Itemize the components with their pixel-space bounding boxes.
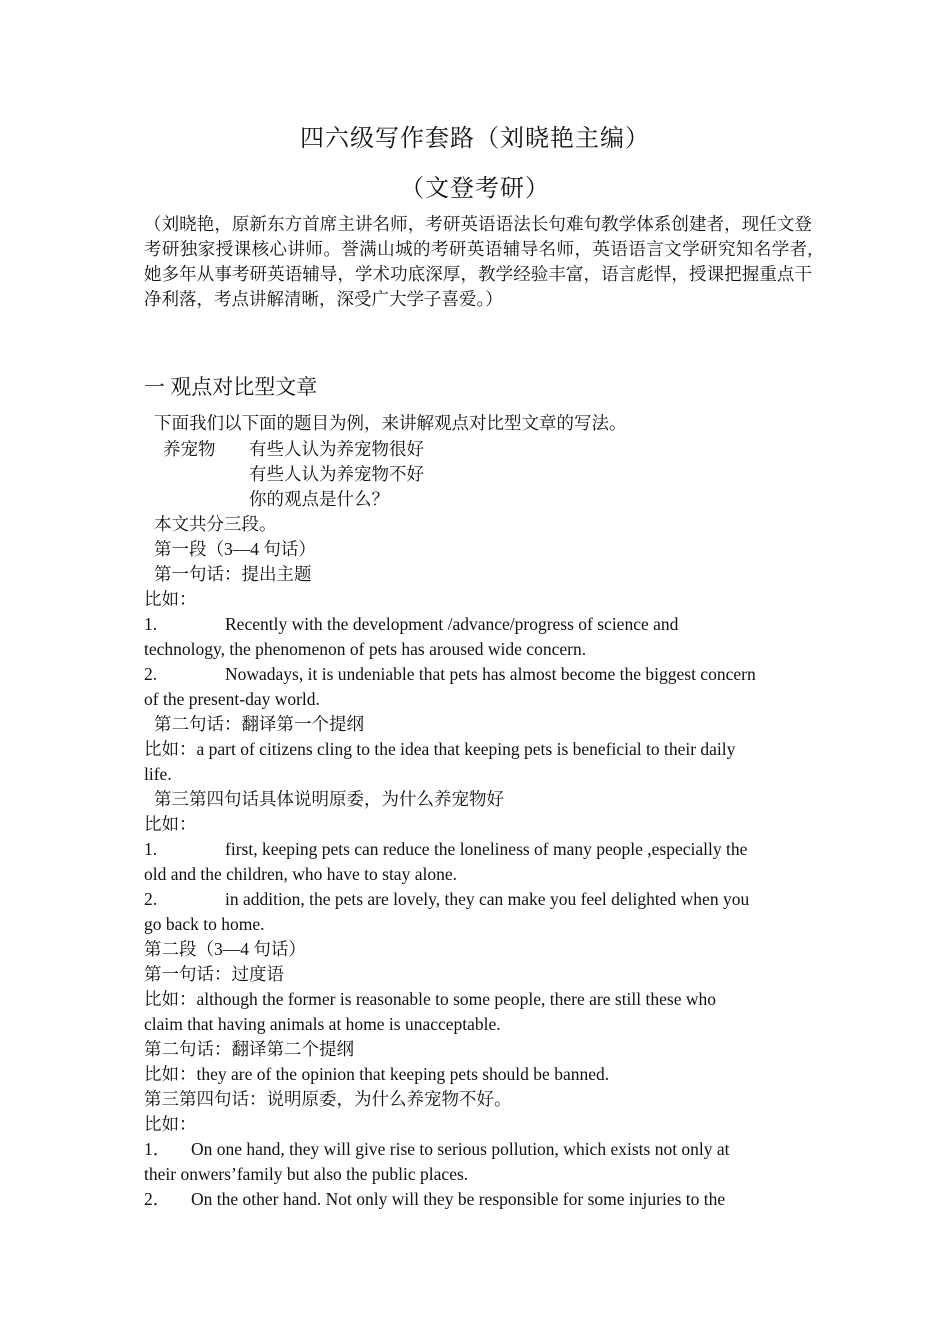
topic-line: 有些人认为养宠物很好 <box>249 439 424 459</box>
sentence-heading: 第一句话：过度语 <box>144 964 284 984</box>
paragraph-heading: 第二段（3—4 句话） <box>144 939 306 959</box>
example-line: their onwers’family but also the public places. <box>144 1164 469 1184</box>
list-number: 2． <box>144 1189 171 1209</box>
example-line: 比如：although the former is reasonable to some people, there are still these who <box>144 989 716 1009</box>
example-label: 比如： <box>144 1114 197 1134</box>
topic-label: 养宠物 <box>163 439 216 459</box>
list-number: 2. <box>144 889 158 909</box>
sentence-heading: 第二句话：翻译第一个提纲 <box>154 714 364 734</box>
list-number: 1. <box>144 614 158 634</box>
document-subtitle: （文登考研） <box>400 176 550 202</box>
document-title: 四六级写作套路（刘晓艳主编） <box>300 126 650 152</box>
list-number: 2. <box>144 664 158 684</box>
example-label: 比如： <box>144 589 197 609</box>
author-intro-paragraph: （刘晓艳，原新东方首席主讲名师，考研英语语法长句难句教学体系创建者，现任文登考研独家授课核心讲师。誉满山城的考研英语辅导名师，英语语言文学研究知名学者, 她多年从事考研英语辅导，学术功底深厚，教学经验丰富，语言彪悍，授课把握重点干净利落，考点讲解清晰，深受广大学子喜爱。） <box>144 214 812 309</box>
sentence-heading: 第三第四句话：说明原委，为什么养宠物不好。 <box>144 1089 512 1109</box>
example-line: old and the children, who have to stay alone. <box>144 864 457 884</box>
example-line: life. <box>144 764 172 784</box>
example-label: 比如： <box>144 814 197 834</box>
sentence-heading: 第一句话：提出主题 <box>154 564 312 584</box>
text-line: 本文共分三段。 <box>154 514 277 534</box>
example-line: of the present-day world. <box>144 689 320 709</box>
text-line: 下面我们以下面的题目为例，来讲解观点对比型文章的写法。 <box>154 413 627 433</box>
example-line: On the other hand. Not only will they be responsible for some injuries to the <box>191 1189 726 1209</box>
list-number: 1. <box>144 839 158 859</box>
topic-line: 你的观点是什么？ <box>249 489 389 509</box>
example-line: go back to home. <box>144 914 265 934</box>
topic-line: 有些人认为养宠物不好 <box>249 464 424 484</box>
example-line: Recently with the development /advance/progress of science and <box>225 614 679 634</box>
example-line: On one hand, they will give rise to serious pollution, which exists not only at <box>191 1139 730 1159</box>
example-line: technology, the phenomenon of pets has aroused wide concern. <box>144 639 587 659</box>
example-line: 比如：they are of the opinion that keeping pets should be banned. <box>144 1064 610 1084</box>
sentence-heading: 第三第四句话具体说明原委，为什么养宠物好 <box>154 789 504 809</box>
section-heading: 一 观点对比型文章 <box>144 375 318 399</box>
example-line: 比如：a part of citizens cling to the idea that keeping pets is beneficial to their daily <box>144 739 736 759</box>
sentence-heading: 第二句话：翻译第二个提纲 <box>144 1039 354 1059</box>
paragraph-heading: 第一段（3—4 句话） <box>154 539 316 559</box>
example-line: first, keeping pets can reduce the loneliness of many people ,especially the <box>225 839 748 859</box>
list-number: 1． <box>144 1139 171 1159</box>
example-line: Nowadays, it is undeniable that pets has almost become the biggest concern <box>225 664 756 684</box>
example-line: claim that having animals at home is unacceptable. <box>144 1014 501 1034</box>
example-line: in addition, the pets are lovely, they can make you feel delighted when you <box>225 889 750 909</box>
